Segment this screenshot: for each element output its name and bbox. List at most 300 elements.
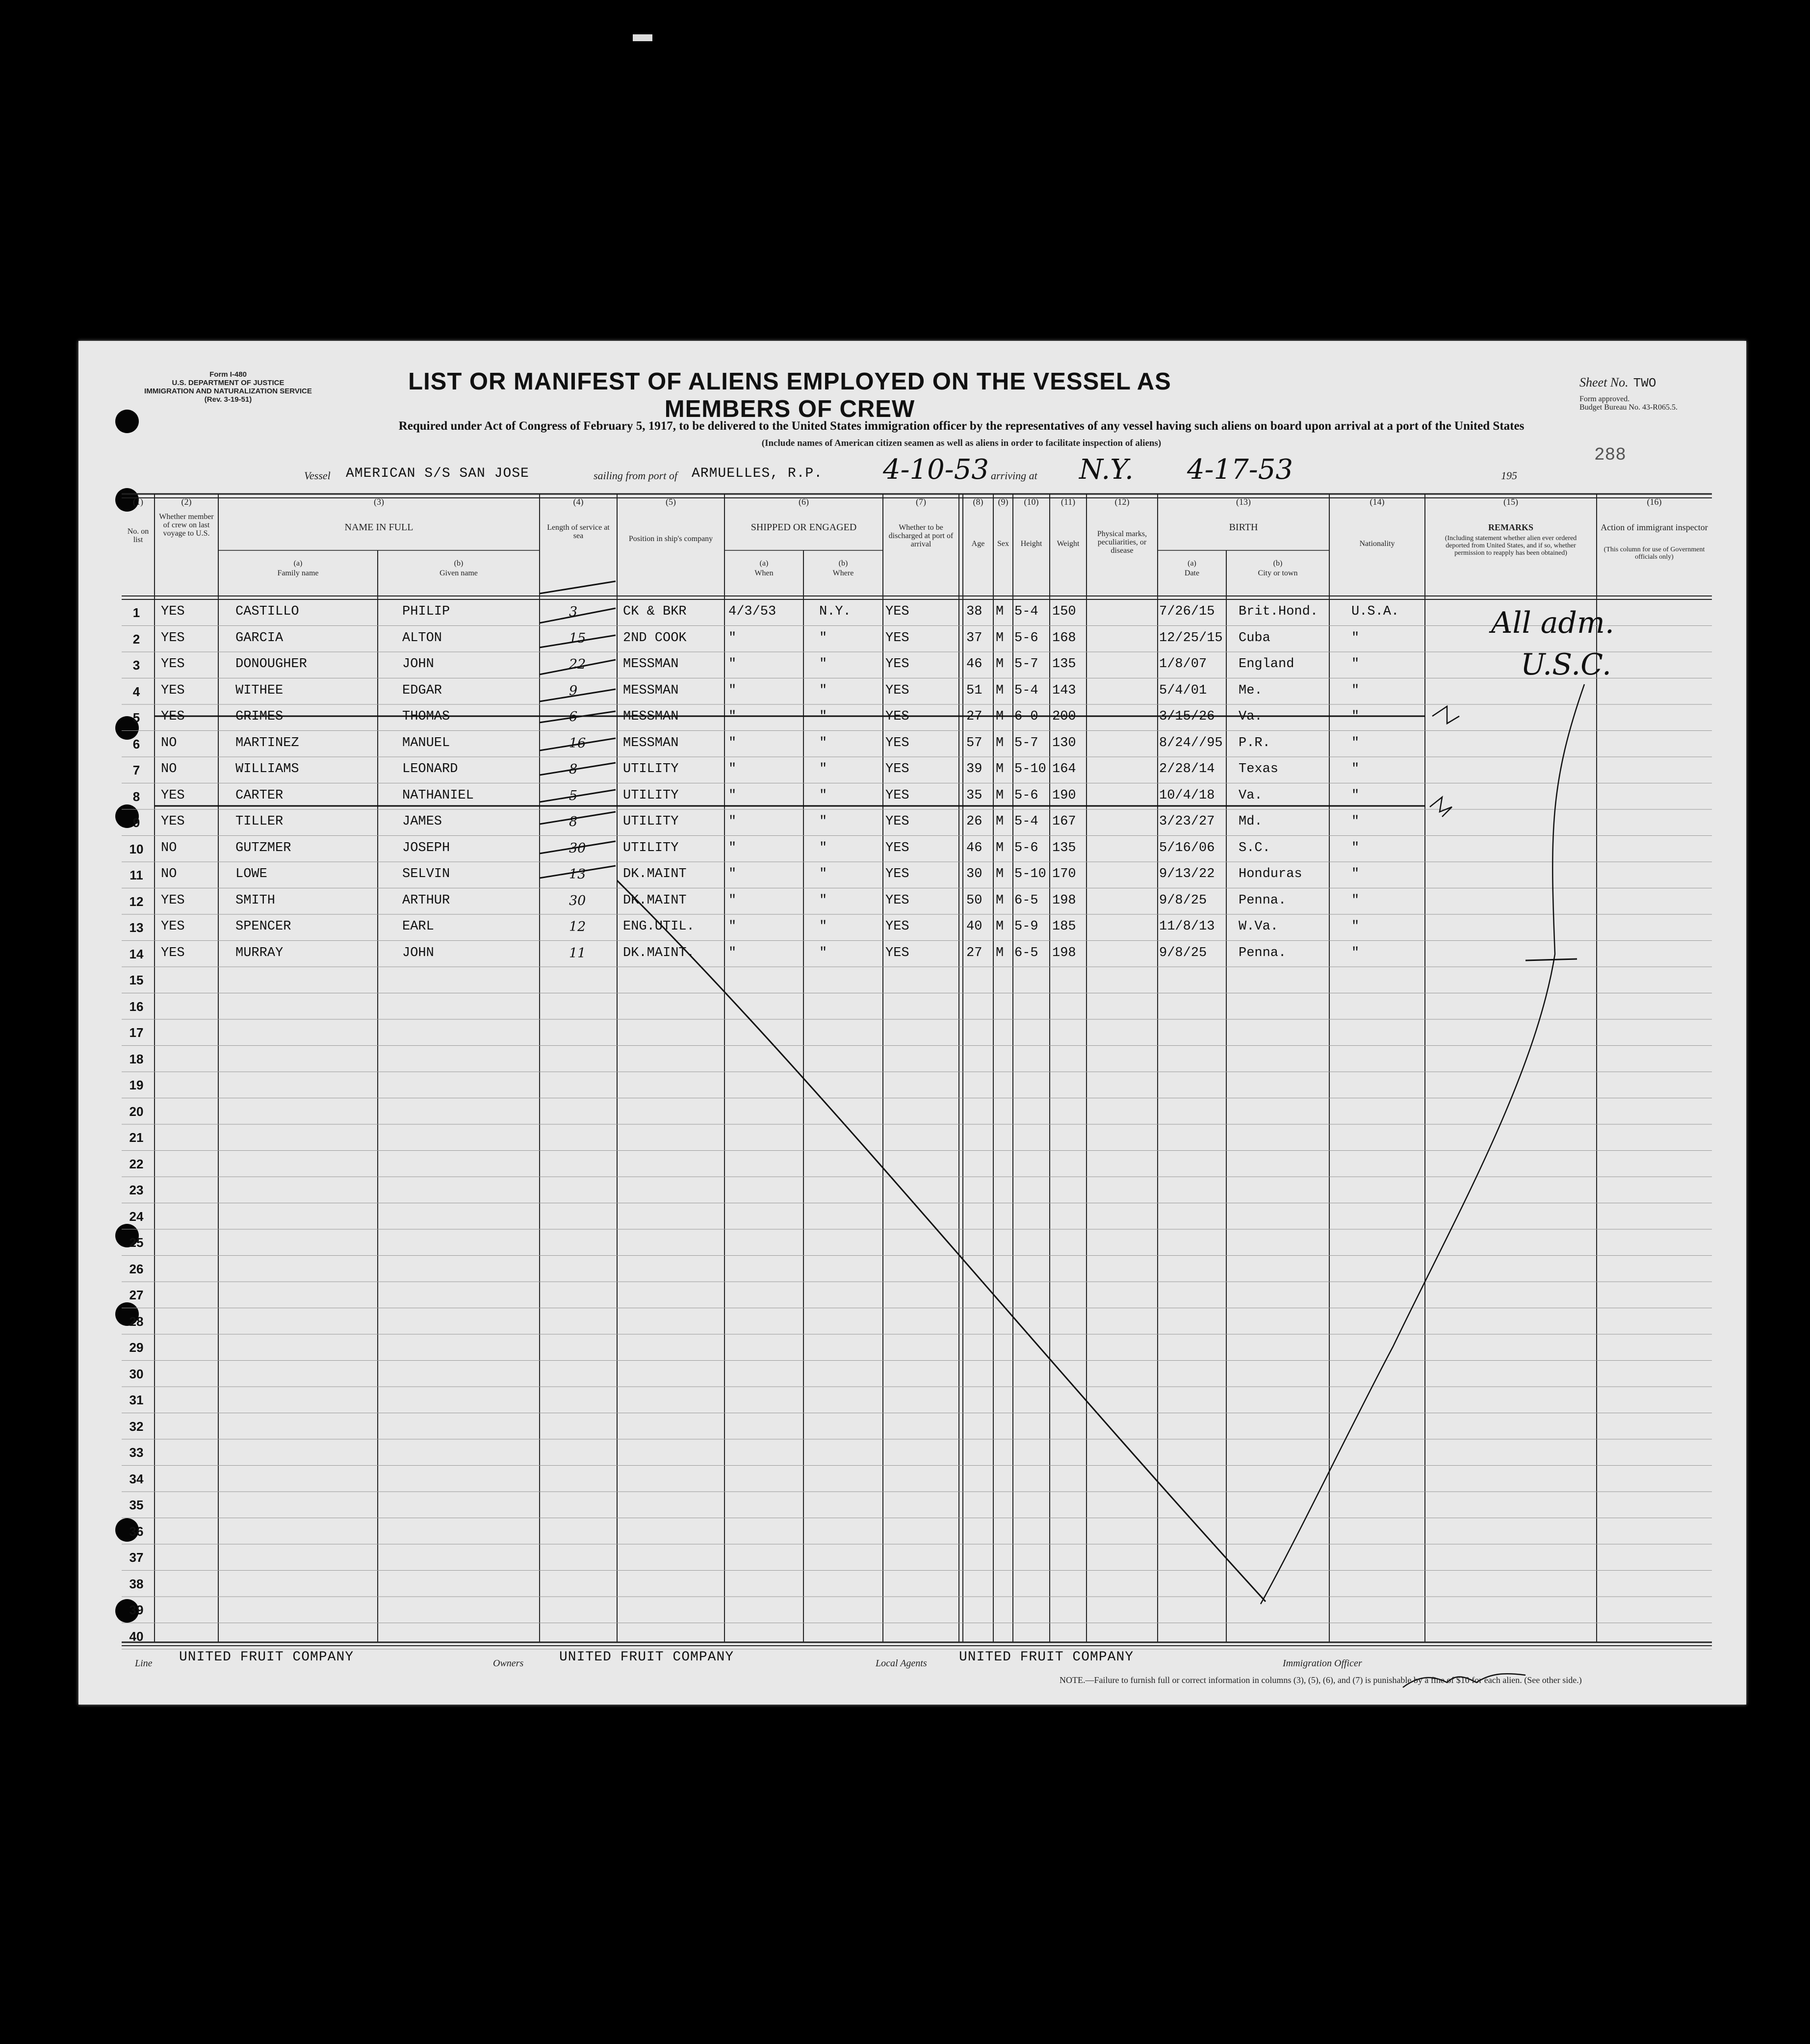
cell-given: JOSEPH	[402, 840, 450, 855]
cell-family: WILLIAMS	[235, 762, 299, 776]
cell-weight: 150	[1052, 604, 1076, 619]
header-age: Age	[971, 540, 985, 548]
row-number: 30	[129, 1366, 144, 1381]
row-number: 32	[129, 1419, 144, 1434]
cell-sex: M	[996, 735, 1004, 750]
cell-position: MESSMAN	[623, 683, 679, 698]
cell-discharge: YES	[885, 604, 909, 619]
header-sub-a: (a)	[759, 559, 769, 568]
cell-sex: M	[996, 945, 1004, 960]
cell-given: JOHN	[402, 945, 434, 960]
header-position: Position in ship's company	[628, 535, 713, 543]
cell-nationality: "	[1351, 735, 1360, 750]
cell-sex: M	[996, 840, 1004, 855]
cell-when: "	[728, 709, 737, 724]
stamp-number: 288	[1594, 445, 1626, 465]
cell-nationality: "	[1351, 893, 1360, 908]
cell-family: LOWE	[235, 867, 267, 881]
cell-position: MESSMAN	[623, 657, 679, 672]
cell-nationality: "	[1351, 919, 1360, 934]
owners-label: Owners	[493, 1658, 524, 1669]
col-number: (10)	[1024, 497, 1039, 507]
cell-service: 13	[569, 867, 586, 882]
cell-family: GUTZMER	[235, 840, 291, 855]
row-number: 31	[129, 1393, 144, 1407]
cell-birth-date: 8/24//95	[1159, 735, 1223, 750]
header-city-or-town: City or town	[1258, 569, 1298, 577]
year-label: 195	[1501, 469, 1517, 482]
row-number: 8	[132, 789, 140, 804]
row-number: 5	[132, 710, 140, 725]
cell-nationality: "	[1351, 814, 1360, 829]
cell-age: 39	[966, 762, 983, 776]
row-number: 36	[129, 1524, 144, 1539]
cell-sex: M	[996, 893, 1004, 908]
row-number: 6	[132, 736, 140, 751]
cell-birth-date: 3/15/26	[1159, 709, 1215, 724]
cell-sex: M	[996, 630, 1004, 646]
cell-weight: 167	[1052, 814, 1076, 829]
col-number: (1)	[133, 497, 143, 507]
cell-family: SMITH	[235, 893, 276, 908]
col-number: (2)	[181, 497, 192, 507]
cell-given: JOHN	[402, 657, 434, 672]
header-given-name: Given name	[440, 569, 478, 577]
cell-given: SELVIN	[402, 867, 450, 881]
col-number: (3)	[374, 497, 384, 507]
cell-sex: M	[996, 709, 1004, 724]
cell-prev: YES	[161, 788, 185, 803]
cell-discharge: YES	[885, 683, 909, 698]
row-number: 10	[129, 841, 144, 856]
cell-height: 5-4	[1014, 683, 1038, 698]
cell-given: PHILIP	[402, 604, 450, 619]
row-number: 12	[129, 894, 144, 909]
header-shipped-or-engaged: SHIPPED OR ENGAGED	[750, 522, 857, 533]
cell-when: "	[728, 683, 737, 698]
cell-weight: 198	[1052, 893, 1076, 908]
cell-weight: 143	[1052, 683, 1076, 698]
cell-weight: 135	[1052, 657, 1076, 672]
row-number: 13	[129, 920, 144, 935]
sheet-label: Sheet No.	[1579, 375, 1629, 389]
cell-when: 4/3/53	[728, 604, 776, 619]
vessel-label: Vessel	[304, 469, 331, 482]
cell-height: 5-10	[1014, 762, 1046, 776]
row-number: 22	[129, 1156, 144, 1171]
cell-given: MANUEL	[402, 735, 450, 750]
cell-age: 46	[966, 657, 983, 672]
cell-family: SPENCER	[235, 919, 291, 934]
line-value: UNITED FRUIT COMPANY	[179, 1650, 354, 1665]
row-number: 26	[129, 1261, 144, 1276]
header-birth-date: Date	[1184, 569, 1200, 577]
owners-value: UNITED FRUIT COMPANY	[559, 1650, 734, 1665]
cell-where: "	[819, 814, 827, 829]
row-number: 9	[132, 815, 140, 830]
cell-birth-date: 9/8/25	[1159, 893, 1207, 908]
row-number: 21	[129, 1130, 144, 1145]
cell-birth-city: England	[1239, 657, 1294, 672]
cell-height: 5-7	[1014, 657, 1038, 672]
cell-when: "	[728, 814, 737, 829]
cell-family: CARTER	[235, 788, 284, 803]
col-number: (16)	[1647, 497, 1662, 507]
cell-service: 5	[569, 788, 578, 803]
cell-height: 6-0	[1014, 709, 1038, 724]
cell-where: "	[819, 762, 827, 776]
row-number: 7	[132, 763, 140, 777]
cell-position: UTILITY	[623, 788, 679, 803]
row-number: 37	[129, 1550, 144, 1565]
cell-age: 35	[966, 788, 983, 803]
header-remarks-note: (Including statement whether alien ever ordered deported from United States, and if so, whether permission to reapply has been obtained)	[1445, 535, 1577, 557]
header-name-in-full: NAME IN FULL	[344, 522, 414, 533]
department: U.S. DEPARTMENT OF JUSTICE	[172, 379, 284, 387]
header-previous-voyage: Whether member of crew on last voyage to U.S.	[159, 513, 214, 538]
cell-family: TILLER	[235, 814, 284, 829]
cell-sex: M	[996, 919, 1004, 934]
cell-discharge: YES	[885, 945, 909, 960]
cell-age: 50	[966, 893, 983, 908]
cell-prev: YES	[161, 683, 185, 698]
cell-given: THOMAS	[402, 709, 450, 724]
cell-nationality: "	[1351, 657, 1360, 672]
cell-birth-date: 12/25/15	[1159, 630, 1223, 646]
cell-age: 57	[966, 735, 983, 750]
col-number: (15)	[1503, 497, 1518, 507]
row-number: 14	[129, 946, 144, 961]
cell-nationality: "	[1351, 630, 1360, 646]
cell-height: 5-4	[1014, 604, 1038, 619]
cell-sex: M	[996, 657, 1004, 672]
cell-weight: 198	[1052, 945, 1076, 960]
cell-prev: NO	[161, 762, 177, 776]
subtitle: Required under Act of Congress of February 5, 1917, to be delivered to the United States immigration officer by the representatives of any vessel having such aliens on board upon arrival at a port of the United States	[398, 419, 1525, 433]
row-number: 29	[129, 1340, 144, 1355]
cell-when: "	[728, 840, 737, 855]
header-sub-a: (a)	[1188, 559, 1196, 568]
header-no-on-list: No. on list	[127, 527, 149, 544]
cell-family: GRIMES	[235, 709, 284, 724]
cell-birth-city: Md.	[1239, 814, 1263, 829]
cell-birth-city: Me.	[1239, 683, 1263, 698]
cell-nationality: "	[1351, 867, 1360, 881]
cell-birth-date: 9/13/22	[1159, 867, 1215, 881]
cell-position: UTILITY	[623, 840, 679, 855]
cell-birth-city: Brit.Hond.	[1239, 604, 1319, 619]
cell-where: "	[819, 630, 827, 646]
cell-weight: 170	[1052, 867, 1076, 881]
cell-where: "	[819, 919, 827, 934]
cell-weight: 130	[1052, 735, 1076, 750]
cell-when: "	[728, 945, 737, 960]
cell-birth-date: 1/8/07	[1159, 657, 1207, 672]
row-number: 3	[132, 658, 140, 673]
cell-service: 15	[569, 630, 586, 646]
cell-when: "	[728, 762, 737, 776]
header-length-of-service: Length of service at sea	[547, 523, 610, 540]
arriving-date: 4-17-53	[1187, 454, 1293, 486]
page-title: LIST OR MANIFEST OF ALIENS EMPLOYED ON THE VESSEL AS MEMBERS OF CREW	[408, 368, 1171, 422]
col-number: (9)	[998, 497, 1008, 507]
cell-discharge: YES	[885, 788, 909, 803]
sailing-label: sailing from port of	[594, 469, 677, 482]
header-sex: Sex	[997, 540, 1009, 548]
revision: (Rev. 3-19-51)	[204, 395, 252, 404]
cell-position: DK.MAINT	[623, 867, 687, 881]
cell-discharge: YES	[885, 919, 909, 934]
sailing-date: 4-10-53	[883, 454, 989, 486]
cell-position: ENG.UTIL.	[623, 919, 695, 934]
cell-service: 12	[569, 919, 586, 934]
header-nationality: Nationality	[1359, 540, 1395, 548]
handwritten-marks	[78, 341, 1746, 1705]
row-number: 16	[129, 999, 144, 1014]
cell-prev: NO	[161, 840, 177, 855]
cell-birth-city: W.Va.	[1239, 919, 1279, 934]
cell-when: "	[728, 867, 737, 881]
row-number: 38	[129, 1576, 144, 1591]
col-number: (11)	[1060, 497, 1076, 507]
cell-when: "	[728, 735, 737, 750]
cell-position: MESSMAN	[623, 709, 679, 724]
cell-when: "	[728, 657, 737, 672]
cell-weight: 190	[1052, 788, 1076, 803]
cell-birth-date: 10/4/18	[1159, 788, 1215, 803]
cell-prev: YES	[161, 919, 185, 934]
film-speck	[633, 34, 652, 41]
cell-service: 16	[569, 735, 586, 751]
cell-nationality: "	[1351, 945, 1360, 960]
cell-birth-date: 5/16/06	[1159, 840, 1215, 855]
form-number: Form I-480	[209, 370, 247, 379]
cell-position: UTILITY	[623, 762, 679, 776]
line-label: Line	[135, 1658, 153, 1669]
cell-height: 5-7	[1014, 735, 1038, 750]
row-number: 2	[132, 631, 140, 647]
cell-sex: M	[996, 788, 1004, 803]
cell-birth-city: Penna.	[1239, 893, 1287, 908]
cell-height: 5-9	[1014, 919, 1038, 934]
cell-birth-date: 3/23/27	[1159, 814, 1215, 829]
header-family-name: Family name	[277, 569, 319, 577]
cell-prev: YES	[161, 630, 185, 646]
cell-prev: YES	[161, 604, 185, 619]
cell-when: "	[728, 919, 737, 934]
header-sub-b: (b)	[454, 559, 464, 568]
cell-prev: YES	[161, 893, 185, 908]
cell-position: UTILITY	[623, 814, 679, 829]
header-sub-b: (b)	[1273, 559, 1283, 568]
cell-height: 5-6	[1014, 630, 1038, 646]
cell-height: 5-6	[1014, 788, 1038, 803]
header-sub-b: (b)	[838, 559, 848, 568]
row-number: 35	[129, 1498, 144, 1512]
cell-height: 5-10	[1014, 867, 1046, 881]
footer-note: NOTE.—Failure to furnish full or correct information in columns (3), (5), (6), and (7) is punishable by a fine of $10 for each alien. (See other side.)	[1060, 1675, 1582, 1685]
cell-position: MESSMAN	[623, 735, 679, 750]
cell-given: ALTON	[402, 630, 442, 646]
cell-nationality: "	[1351, 683, 1360, 698]
cell-nationality: "	[1351, 709, 1360, 724]
remarks-all-admitted: All adm.	[1491, 606, 1614, 640]
cell-birth-city: Texas	[1239, 762, 1279, 776]
cell-height: 6-5	[1014, 945, 1038, 960]
cell-birth-date: 11/8/13	[1159, 919, 1215, 934]
cell-prev: YES	[161, 657, 185, 672]
budget-bureau-no: Budget Bureau No. 43-R065.5.	[1579, 403, 1678, 412]
cell-where: "	[819, 893, 827, 908]
service-name: IMMIGRATION AND NATURALIZATION SERVICE	[144, 387, 312, 395]
cell-prev: NO	[161, 735, 177, 750]
cell-family: MURRAY	[235, 945, 284, 960]
header-physical-marks: Physical marks, peculiarities, or disease	[1097, 530, 1147, 555]
cell-where: "	[819, 709, 827, 724]
local-agents-label: Local Agents	[876, 1658, 927, 1669]
header-inspector-note: (This column for use of Government officials only)	[1603, 546, 1705, 561]
cell-given: NATHANIEL	[402, 788, 474, 803]
cell-age: 27	[966, 709, 983, 724]
cell-discharge: YES	[885, 762, 909, 776]
cell-nationality: U.S.A.	[1351, 604, 1399, 619]
arriving-label: arriving at	[991, 469, 1037, 482]
cell-age: 37	[966, 630, 983, 646]
cell-discharge: YES	[885, 735, 909, 750]
cell-birth-date: 2/28/14	[1159, 762, 1215, 776]
cell-birth-city: Va.	[1239, 709, 1263, 724]
cell-service: 6	[569, 709, 578, 724]
row-number: 25	[129, 1235, 144, 1250]
row-number: 4	[132, 684, 140, 699]
cell-nationality: "	[1351, 788, 1360, 803]
header-height: Height	[1020, 540, 1042, 548]
cell-given: LEONARD	[402, 762, 458, 776]
remarks-usc: U.S.C.	[1521, 647, 1612, 682]
cell-height: 5-4	[1014, 814, 1038, 829]
cell-where: N.Y.	[819, 604, 851, 619]
arriving-port: N.Y.	[1079, 454, 1134, 486]
cell-service: 30	[569, 893, 586, 908]
col-number: (5)	[666, 497, 676, 507]
row-number: 39	[129, 1603, 144, 1617]
cell-discharge: YES	[885, 814, 909, 829]
row-number: 40	[129, 1629, 144, 1644]
cell-prev: YES	[161, 709, 185, 724]
sailing-port: ARMUELLES, R.P.	[692, 466, 823, 481]
row-number: 20	[129, 1104, 144, 1119]
cell-height: 6-5	[1014, 893, 1038, 908]
cell-service: 8	[569, 814, 578, 829]
row-number: 34	[129, 1471, 144, 1486]
row-number: 28	[129, 1314, 144, 1329]
col-number: (12)	[1114, 497, 1130, 507]
manifest-sheet	[78, 341, 1746, 1705]
cell-weight: 135	[1052, 840, 1076, 855]
cell-service: 3	[569, 604, 578, 620]
cell-where: "	[819, 945, 827, 960]
cell-family: GARCIA	[235, 630, 284, 646]
cell-given: JAMES	[402, 814, 442, 829]
cell-position: DK.MAINT.	[623, 945, 695, 960]
cell-given: EDGAR	[402, 683, 442, 698]
cell-where: "	[819, 683, 827, 698]
instruction-note: (Include names of American citizen seamen as well as aliens in order to facilitate inspection of aliens)	[761, 438, 1162, 448]
cell-birth-date: 5/4/01	[1159, 683, 1207, 698]
cell-birth-city: Honduras	[1239, 867, 1302, 881]
cell-age: 27	[966, 945, 983, 960]
header-remarks: REMARKS	[1488, 522, 1533, 532]
cell-birth-date: 7/26/15	[1159, 604, 1215, 619]
cell-discharge: YES	[885, 893, 909, 908]
cell-birth-city: Va.	[1239, 788, 1263, 803]
row-number: 23	[129, 1183, 144, 1197]
cell-sex: M	[996, 683, 1004, 698]
cell-birth-city: Cuba	[1239, 630, 1270, 646]
cell-prev: YES	[161, 945, 185, 960]
local-agents-value: UNITED FRUIT COMPANY	[959, 1650, 1134, 1665]
row-number: 1	[132, 605, 140, 620]
col-number: (14)	[1370, 497, 1385, 507]
header-sub-a: (a)	[293, 559, 303, 568]
cell-where: "	[819, 867, 827, 881]
row-number: 33	[129, 1445, 144, 1460]
cell-discharge: YES	[885, 867, 909, 881]
row-number: 15	[129, 973, 144, 987]
cell-prev: YES	[161, 814, 185, 829]
header-when: When	[754, 569, 774, 577]
cell-birth-city: P.R.	[1239, 735, 1270, 750]
header-where: Where	[832, 569, 854, 577]
cell-discharge: YES	[885, 657, 909, 672]
cell-sex: M	[996, 814, 1004, 829]
cell-when: "	[728, 630, 737, 646]
cell-age: 30	[966, 867, 983, 881]
row-number: 19	[129, 1078, 144, 1092]
cell-family: DONOUGHER	[235, 657, 307, 672]
row-number: 11	[129, 868, 143, 882]
cell-position: DK.MAINT	[623, 893, 687, 908]
cell-service: 9	[569, 683, 578, 699]
cell-family: CASTILLO	[235, 604, 299, 619]
cell-discharge: YES	[885, 630, 909, 646]
cell-discharge: YES	[885, 840, 909, 855]
cell-sex: M	[996, 867, 1004, 881]
cell-where: "	[819, 657, 827, 672]
cell-nationality: "	[1351, 840, 1360, 855]
cell-age: 26	[966, 814, 983, 829]
cell-age: 46	[966, 840, 983, 855]
cell-weight: 164	[1052, 762, 1076, 776]
sheet-value: TWO	[1633, 376, 1656, 390]
cell-discharge: YES	[885, 709, 909, 724]
cell-position: 2ND COOK	[623, 630, 687, 646]
cell-where: "	[819, 788, 827, 803]
cell-sex: M	[996, 762, 1004, 776]
cell-family: WITHEE	[235, 683, 284, 698]
cell-service: 11	[569, 945, 586, 961]
approval-line: Form approved.	[1579, 395, 1630, 403]
cell-age: 40	[966, 919, 983, 934]
header-birth: BIRTH	[1229, 522, 1258, 533]
vessel-name: AMERICAN S/S SAN JOSE	[346, 466, 529, 481]
cell-service: 22	[569, 657, 586, 672]
cell-age: 51	[966, 683, 983, 698]
cell-family: MARTINEZ	[235, 735, 299, 750]
cell-given: ARTHUR	[402, 893, 450, 908]
cell-age: 38	[966, 604, 983, 619]
cell-birth-city: S.C.	[1239, 840, 1270, 855]
